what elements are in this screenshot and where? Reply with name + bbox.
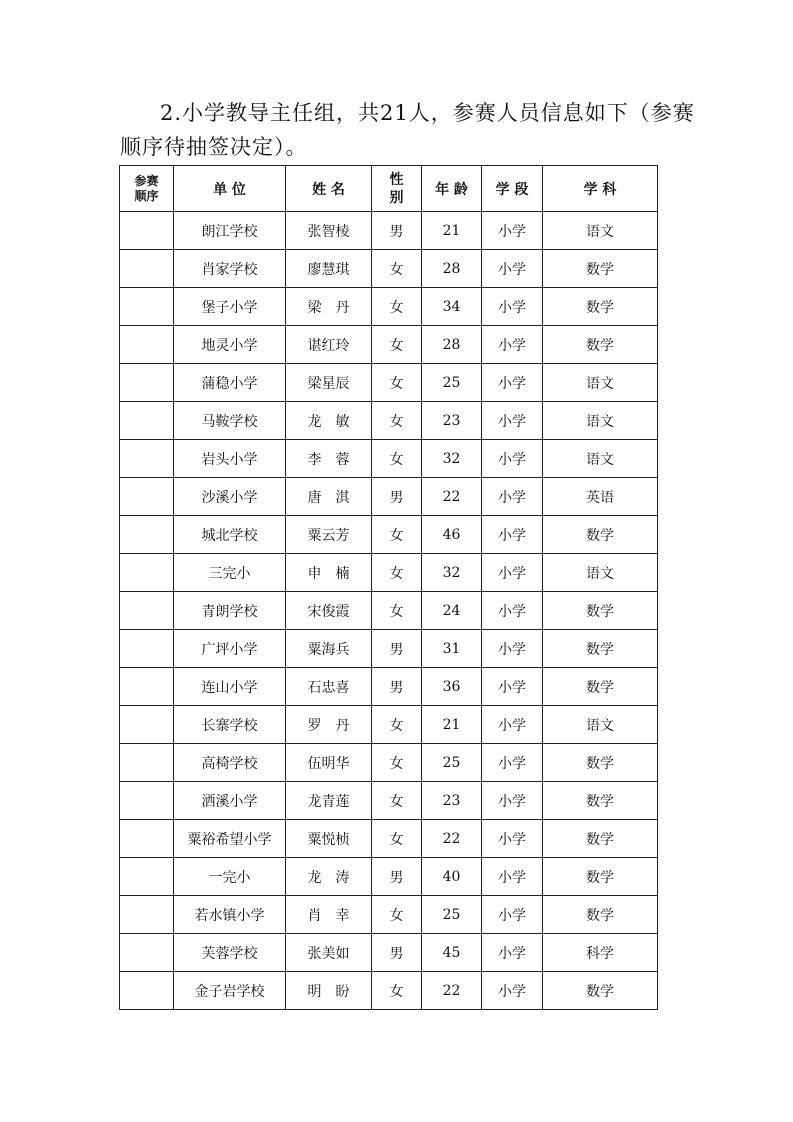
cell-name: 粟悦桢 [286,820,372,858]
cell-subject: 数学 [543,820,658,858]
cell-seq [120,516,174,554]
cell-name: 龙 敏 [286,402,372,440]
cell-name: 粟海兵 [286,630,372,668]
cell-stage: 小学 [482,516,543,554]
col-header-sex-line2: 别 [389,189,404,206]
cell-subject: 语文 [543,706,658,744]
cell-age: 23 [422,402,482,440]
cell-subject: 语文 [543,554,658,592]
cell-unit: 沙溪小学 [174,478,286,516]
col-header-seq [120,166,174,212]
cell-sex: 女 [372,516,422,554]
cell-name: 明 盼 [286,972,372,1010]
table-row [120,782,658,820]
cell-seq [120,820,174,858]
heading-line-2: 顺序待抽签决定）。 [120,135,308,159]
cell-seq [120,782,174,820]
cell-name: 张美如 [286,934,372,972]
cell-seq [120,402,174,440]
cell-sex: 男 [372,934,422,972]
cell-sex: 女 [372,820,422,858]
cell-seq [120,972,174,1010]
table-row [120,364,658,402]
cell-unit: 长寨学校 [174,706,286,744]
cell-stage: 小学 [482,782,543,820]
cell-subject: 数学 [543,782,658,820]
cell-name: 梁星辰 [286,364,372,402]
cell-seq [120,934,174,972]
col-header-seq-line1: 参赛 [134,173,159,188]
cell-stage: 小学 [482,212,543,250]
cell-stage: 小学 [482,592,543,630]
cell-name: 梁 丹 [286,288,372,326]
col-header-age: 年 龄 [422,166,482,212]
cell-stage: 小学 [482,326,543,364]
cell-age: 40 [422,858,482,896]
cell-seq [120,288,174,326]
cell-age: 46 [422,516,482,554]
cell-subject: 数学 [543,326,658,364]
cell-unit: 岩头小学 [174,440,286,478]
col-header-sex-line1: 性 [389,171,404,188]
table-row [120,326,658,364]
col-header-stage: 学 段 [482,166,543,212]
cell-stage: 小学 [482,288,543,326]
cell-name: 李 蓉 [286,440,372,478]
table-row [120,516,658,554]
cell-sex: 男 [372,668,422,706]
cell-sex: 女 [372,554,422,592]
table-row [120,478,658,516]
cell-subject: 语文 [543,440,658,478]
cell-age: 31 [422,630,482,668]
document-heading [120,96,695,164]
cell-unit: 粟裕希望小学 [174,820,286,858]
cell-sex: 男 [372,858,422,896]
cell-age: 25 [422,744,482,782]
cell-subject: 数学 [543,744,658,782]
cell-unit: 广坪小学 [174,630,286,668]
cell-stage: 小学 [482,250,543,288]
cell-name: 龙 涛 [286,858,372,896]
cell-unit: 金子岩学校 [174,972,286,1010]
cell-stage: 小学 [482,934,543,972]
cell-sex: 女 [372,706,422,744]
cell-subject: 数学 [543,630,658,668]
cell-sex: 女 [372,250,422,288]
cell-unit: 三完小 [174,554,286,592]
table-row [120,744,658,782]
col-header-sex [372,166,422,212]
cell-unit: 地灵小学 [174,326,286,364]
cell-stage: 小学 [482,896,543,934]
cell-age: 21 [422,212,482,250]
cell-seq [120,554,174,592]
cell-age: 23 [422,782,482,820]
cell-sex: 女 [372,364,422,402]
cell-seq [120,326,174,364]
table-row [120,630,658,668]
cell-name: 龙青莲 [286,782,372,820]
cell-stage: 小学 [482,972,543,1010]
cell-age: 22 [422,820,482,858]
cell-unit: 朗江学校 [174,212,286,250]
table-row [120,250,658,288]
cell-seq [120,744,174,782]
cell-subject: 科学 [543,934,658,972]
cell-subject: 数学 [543,858,658,896]
cell-seq [120,250,174,288]
table-row [120,288,658,326]
cell-name: 罗 丹 [286,706,372,744]
table-row [120,706,658,744]
table-row [120,896,658,934]
cell-sex: 女 [372,896,422,934]
cell-sex: 女 [372,592,422,630]
cell-name: 唐 淇 [286,478,372,516]
cell-sex: 女 [372,402,422,440]
heading-line-1: 2.小学教导主任组，共21人，参赛人员信息如下（参赛 [160,101,695,125]
cell-name: 宋俊霞 [286,592,372,630]
cell-subject: 数学 [543,668,658,706]
cell-subject: 数学 [543,972,658,1010]
cell-unit: 肖家学校 [174,250,286,288]
cell-name: 廖慧琪 [286,250,372,288]
cell-age: 28 [422,326,482,364]
cell-sex: 女 [372,288,422,326]
cell-name: 粟云芳 [286,516,372,554]
table-row [120,858,658,896]
cell-stage: 小学 [482,364,543,402]
cell-subject: 数学 [543,516,658,554]
cell-unit: 一完小 [174,858,286,896]
table-row [120,820,658,858]
cell-sex: 男 [372,212,422,250]
table-row [120,554,658,592]
cell-sex: 女 [372,782,422,820]
cell-seq [120,706,174,744]
cell-name: 谌红玲 [286,326,372,364]
cell-unit: 连山小学 [174,668,286,706]
cell-seq [120,630,174,668]
cell-age: 36 [422,668,482,706]
cell-age: 22 [422,972,482,1010]
col-header-seq-line2: 顺序 [134,188,159,203]
cell-sex: 女 [372,440,422,478]
table-row [120,212,658,250]
cell-age: 32 [422,440,482,478]
cell-stage: 小学 [482,478,543,516]
cell-stage: 小学 [482,820,543,858]
col-header-name: 姓 名 [286,166,372,212]
cell-name: 申 楠 [286,554,372,592]
cell-seq [120,478,174,516]
cell-sex: 女 [372,744,422,782]
cell-sex: 女 [372,326,422,364]
cell-seq [120,668,174,706]
cell-unit: 若水镇小学 [174,896,286,934]
cell-seq [120,440,174,478]
table-row [120,668,658,706]
table-row [120,402,658,440]
cell-subject: 语文 [543,402,658,440]
cell-unit: 城北学校 [174,516,286,554]
table-row [120,972,658,1010]
cell-age: 32 [422,554,482,592]
cell-unit: 堡子小学 [174,288,286,326]
cell-stage: 小学 [482,630,543,668]
cell-subject: 语文 [543,364,658,402]
cell-name: 肖 幸 [286,896,372,934]
cell-name: 石忠喜 [286,668,372,706]
cell-sex: 女 [372,972,422,1010]
cell-age: 45 [422,934,482,972]
cell-age: 34 [422,288,482,326]
cell-unit: 洒溪小学 [174,782,286,820]
table-row [120,592,658,630]
col-header-unit: 单 位 [174,166,286,212]
cell-unit: 蒲稳小学 [174,364,286,402]
cell-name: 伍明华 [286,744,372,782]
cell-age: 25 [422,896,482,934]
cell-seq [120,212,174,250]
cell-unit: 马鞍学校 [174,402,286,440]
cell-sex: 男 [372,478,422,516]
table-row [120,934,658,972]
cell-seq [120,858,174,896]
cell-unit: 芙蓉学校 [174,934,286,972]
cell-seq [120,364,174,402]
cell-stage: 小学 [482,706,543,744]
cell-stage: 小学 [482,440,543,478]
cell-stage: 小学 [482,554,543,592]
cell-sex: 男 [372,630,422,668]
cell-age: 28 [422,250,482,288]
table-body [120,212,658,1010]
cell-stage: 小学 [482,858,543,896]
cell-unit: 高椅学校 [174,744,286,782]
cell-seq [120,592,174,630]
cell-stage: 小学 [482,402,543,440]
cell-age: 22 [422,478,482,516]
cell-subject: 语文 [543,212,658,250]
cell-stage: 小学 [482,744,543,782]
cell-subject: 数学 [543,250,658,288]
cell-age: 24 [422,592,482,630]
table-header-row [120,166,658,212]
col-header-subject: 学 科 [543,166,658,212]
participants-table [119,165,658,1010]
cell-age: 21 [422,706,482,744]
cell-subject: 数学 [543,592,658,630]
cell-unit: 青朗学校 [174,592,286,630]
table-row [120,440,658,478]
cell-name: 张智棱 [286,212,372,250]
cell-stage: 小学 [482,668,543,706]
cell-subject: 英语 [543,478,658,516]
cell-seq [120,896,174,934]
cell-subject: 数学 [543,288,658,326]
cell-age: 25 [422,364,482,402]
cell-subject: 数学 [543,896,658,934]
